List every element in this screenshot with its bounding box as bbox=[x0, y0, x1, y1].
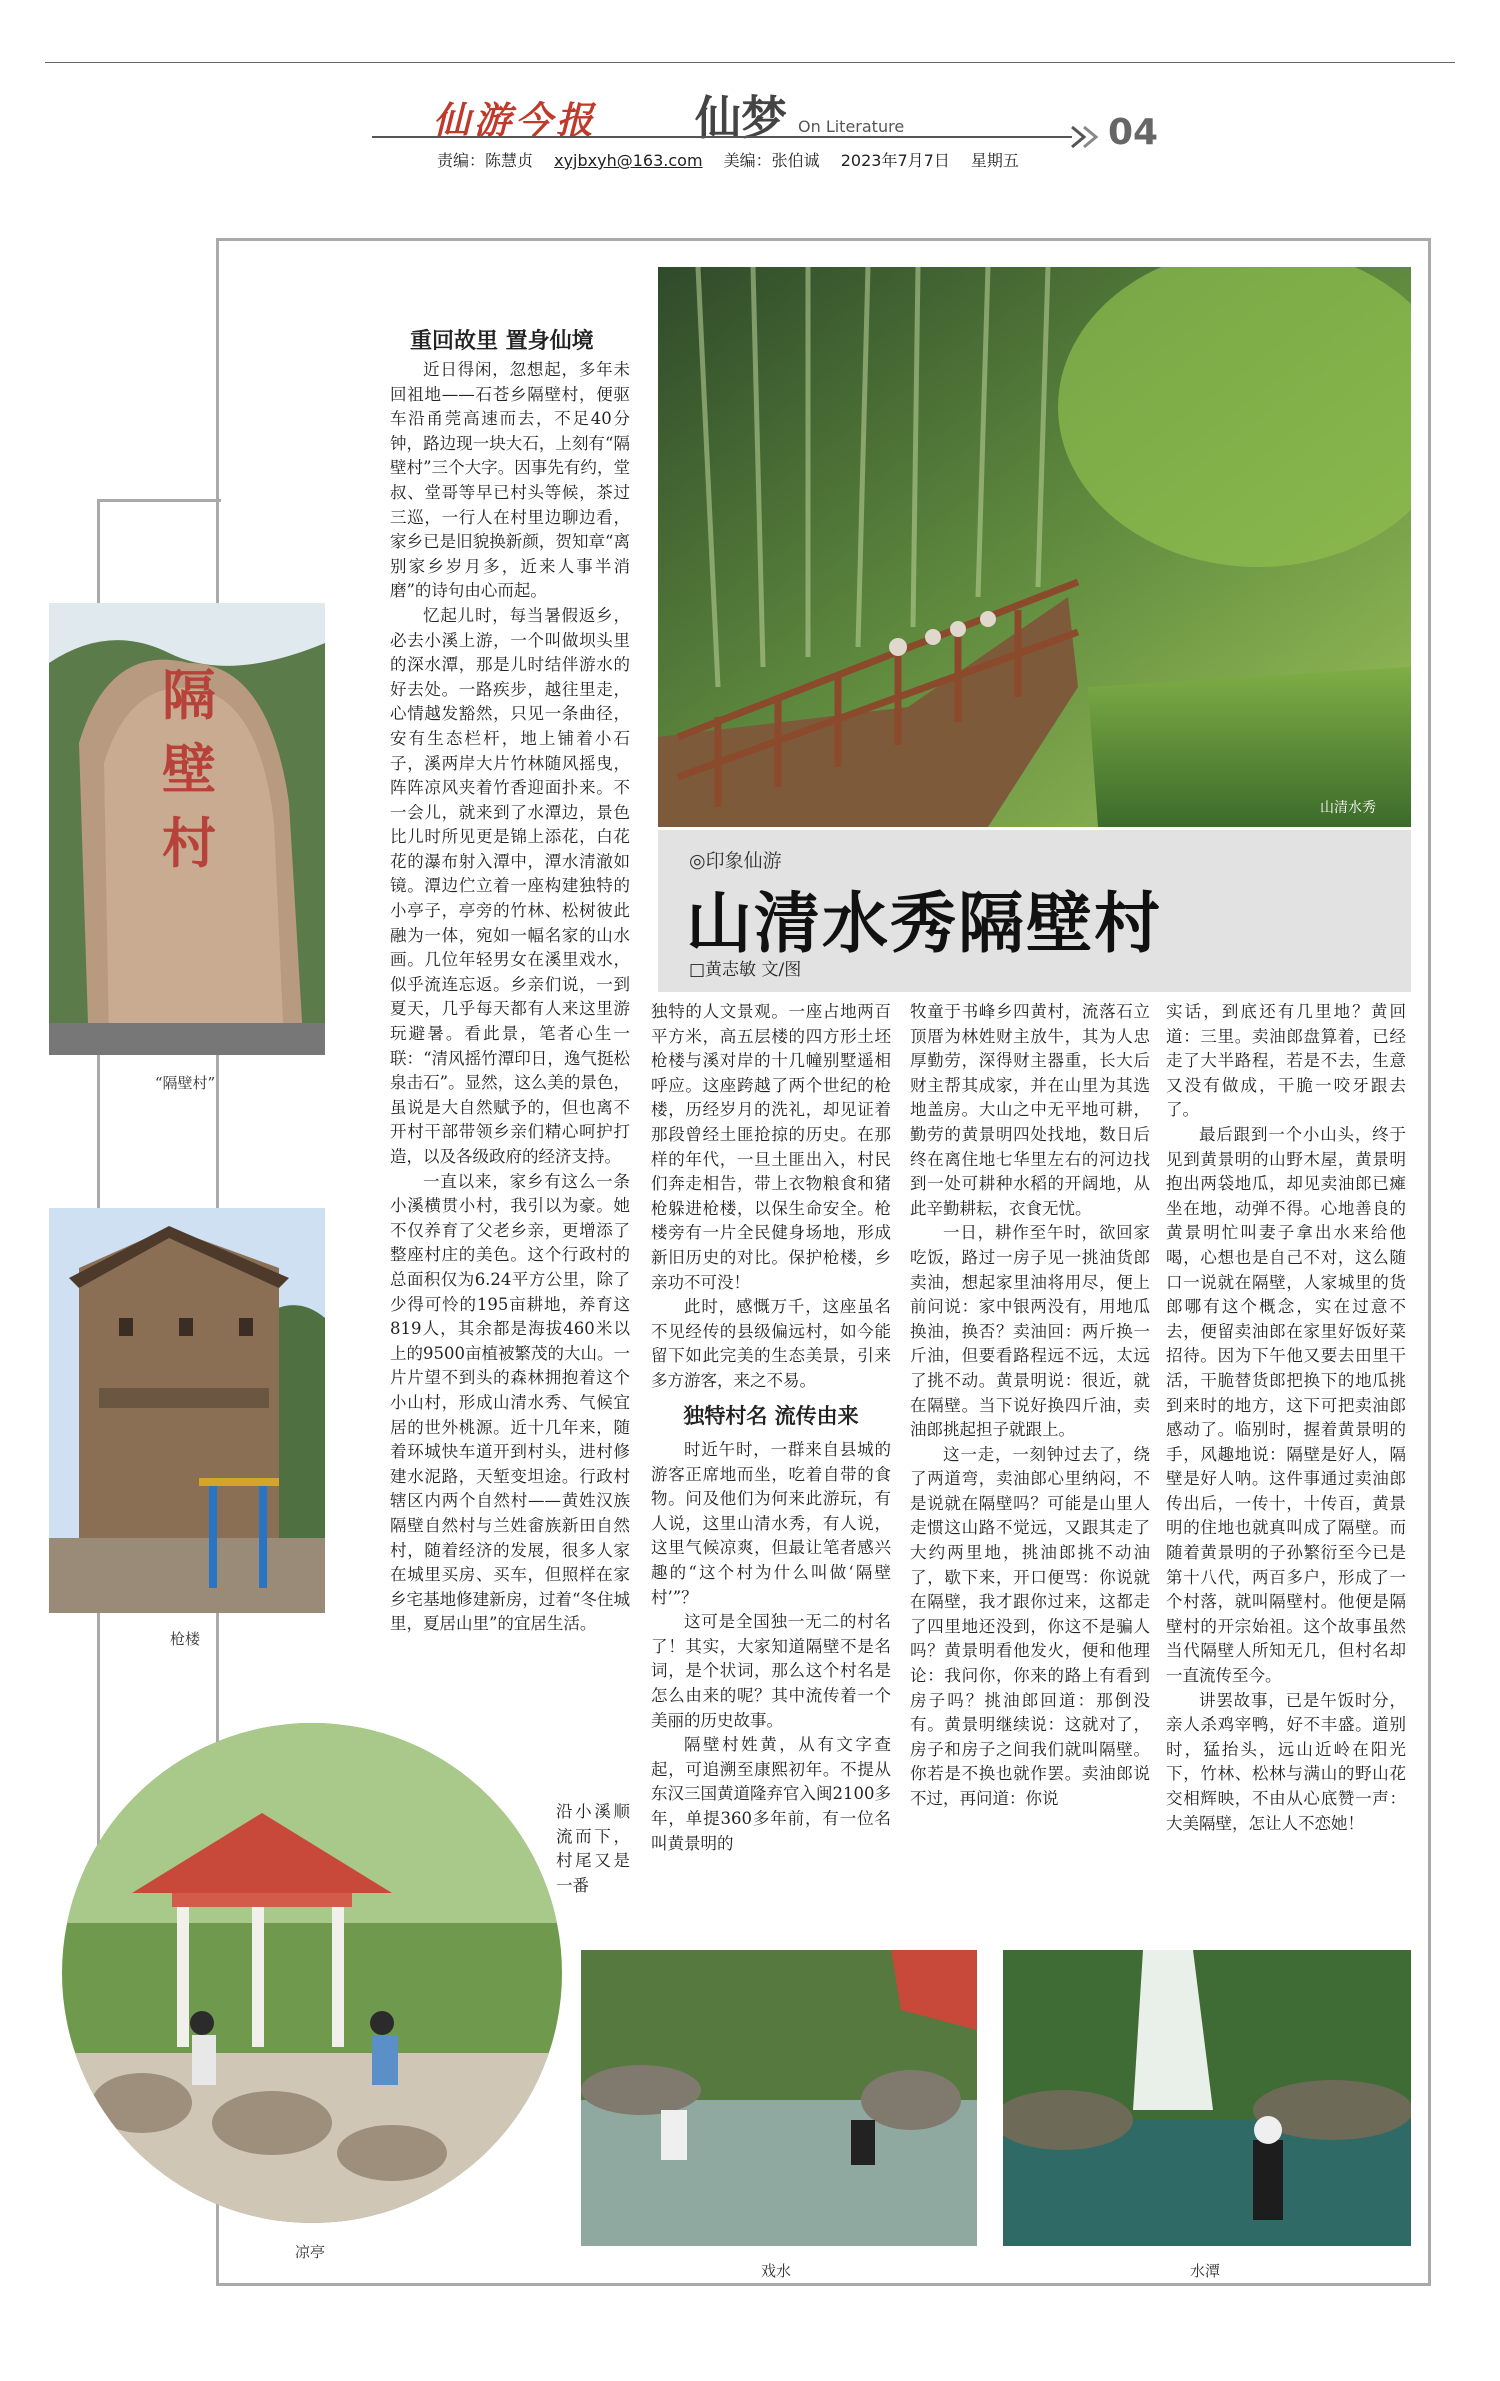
pool-caption: 水潭 bbox=[1189, 2262, 1220, 2280]
paragraph: 沿小溪顺流而下，村尾又是一番 bbox=[556, 1802, 630, 1895]
paragraph: 此时，感慨万千，这座虽名不见经传的县级偏远村，如今能留下如此完美的生态美景，引来多方游客，来之不易。 bbox=[651, 1297, 891, 1390]
subheading-1: 重回故里 置身仙境 bbox=[410, 329, 594, 354]
paragraph: 最后跟到一个小山头，终于见到黄景明的山野木屋，黄景明抱出两袋地瓜，却见卖油郎已瘫坐在地，动弹不得。心地善良的黄景明忙叫妻子拿出水来给他喝，心想也是自己不对，这么随口一说就在隔壁，人家城里的货郎哪有这个概念，实在过意不去，便留卖油郎在家里好饭好菜招待。因为下午他又要去田里干活，干脆替货郎把换下的地瓜挑到来时的地方，这下可把卖油郎感动了。临别时，握着黄景明的手，风趣地说：隔壁是好人，隔壁是好人呐。这件事通过卖油郎传出后，一传十，十传百，黄景明的住地也就真叫成了隔壁。而随着黄景明的子孙繁衍至今已是第十八代，两百多户，形成了一个村落，就叫隔壁村。他便是隔壁村的开宗始祖。这个故事虽然当代隔壁人所知无几，但村名却一直流传至今。 bbox=[1166, 1124, 1406, 1686]
column-2 bbox=[651, 1000, 891, 1920]
paragraph: 近日得闲，忽想起，多年未回祖地——石苍乡隔壁村，便驱车沿甬莞高速而去，不足40分钟，路边现一块大石，上刻有“隔壁村”三个大字。因事先有约，堂叔、堂哥等早已村头等候，茶过三巡，一行人在村里边聊边看，家乡已是旧貌换新颜，贺知章“离别家乡岁月多，近来人事半消磨”的诗句由心而起。 bbox=[390, 360, 630, 601]
stone-caption: “隔壁村” bbox=[154, 1074, 216, 1092]
section-title: 仙梦 bbox=[695, 91, 787, 145]
header-arrow-line bbox=[372, 125, 1102, 149]
article-title: 山清水秀隔壁村 bbox=[686, 885, 1162, 962]
column-kicker: ◎印象仙游 bbox=[689, 850, 782, 872]
paragraph: 实话，到底还有几里地？黄回道：三里。卖油郎盘算着，已经走了大半路程，若是不去，生意又没有做成，干脆一咬牙跟去了。 bbox=[1166, 1002, 1406, 1120]
paragraph: 忆起儿时，每当暑假返乡，必去小溪上游，一个叫做坝头里的深水潭，那是儿时结伴游水的好去处。一路疾步，越往里走，心情越发豁然，只见一条曲径，安有生态栏杆，地上铺着小石子，溪两岸大片竹林随风摇曳，阵阵凉风夹着竹香迎面扑来。不一会儿，就来到了水潭边，景色比儿时所见更是锦上添花，白花花的瀑布射入潭中，潭水清澈如镜。潭边伫立着一座构建独特的小亭子，亭旁的竹林、松树彼此融为一体，宛如一幅名家的山水画。几位年轻男女在溪里戏水，似乎流连忘返。乡亲们说，一到夏天，几乎每天都有人来这里游玩避暑。看此景，笔者心生一联：“清风摇竹潭印日，逸气挺松泉击石”。显然，这么美的景色，虽说是大自然赋予的，但也离不开村干部带领乡亲们精心呵护打造，以及各级政府的经济支持。 bbox=[390, 605, 630, 1166]
article-byline: □黄志敏 文/图 bbox=[689, 960, 802, 980]
play-photo bbox=[581, 1950, 977, 2246]
tower-caption: 枪楼 bbox=[169, 1630, 200, 1648]
play-caption: 戏水 bbox=[760, 2262, 791, 2280]
column-1-tail bbox=[556, 1800, 630, 1920]
page-number: 04 bbox=[1108, 112, 1159, 153]
paragraph: 一日，耕作至午时，欲回家吃饭，路过一房子见一挑油货郎卖油，想起家里油将用尽，便上前问说：家中银两没有，用地瓜换油，换否？卖油回：两斤换一斤油，但要看路程远不远，太远了挑不动。黄景明说：很近，就在隔壁。当下说好换四斤油，卖油郎挑起担子就跟上。 bbox=[910, 1223, 1150, 1440]
editor-name: 责编：陈慧贞 bbox=[437, 151, 534, 170]
paragraph: 这一走，一刻钟过去了，绕了两道弯，卖油郎心里纳闷，不是说就在隔壁吗？可能是山里人走惯这山路不觉远，又跟其走了大约两里地，挑油郎挑不动油了，歇下来，开口便骂：你说就在隔壁，我才跟你过来，这都走了四里地还没到，你这不是骗人吗？黄景明看他发火，便和他理论：我问你，你来的路上有看到房子吗？挑油郎回道：那倒没有。黄景明继续说：这就对了，房子和房子之间我们就叫隔壁。你若是不换也就作罢。卖油郎说不过，再问道：你说 bbox=[910, 1444, 1150, 1808]
issue-weekday: 星期五 bbox=[970, 151, 1019, 170]
paragraph: 讲罢故事，已是午饭时分，亲人杀鸡宰鸭，好不丰盛。道别时，猛抬头，远山近岭在阳光下，竹林、松林与满山的野山花交相辉映，不由从心底赞一声：大美隔壁，怎让人不恋她！ bbox=[1166, 1690, 1406, 1833]
issue-date: 2023年7月7日 bbox=[840, 151, 950, 170]
top-rule bbox=[45, 62, 1455, 63]
column-1 bbox=[390, 358, 630, 1688]
masthead-logo: 仙游今报 bbox=[433, 98, 597, 142]
tower-photo bbox=[49, 1208, 325, 1613]
paragraph: 时近午时，一群来自县城的游客正席地而坐，吃着自带的食物。问及他们为何来此游玩，有人说，这里山清水秀，有人说，这里气候凉爽，但最让笔者感兴趣的“这个村为什么叫做‘隔壁村’”？ bbox=[651, 1440, 891, 1607]
main-photo-bamboo-bridge bbox=[658, 267, 1411, 827]
pool-photo bbox=[1003, 1950, 1411, 2246]
column-4 bbox=[1166, 1000, 1406, 1920]
pavilion-caption: 凉亭 bbox=[294, 2243, 325, 2261]
paragraph: 牧童于书峰乡四黄村，流落石立顶厝为林姓财主放牛，其为人忠厚勤劳，深得财主器重，长大后财主帮其成家，并在山里为其选地盖房。大山之中无平地可耕，勤劳的黄景明四处找地，数日后终在离住地七华里左右的河边找到一处可耕种水稻的开阔地，从此辛勤耕耘，衣食无忧。 bbox=[910, 1002, 1150, 1218]
paragraph: 这可是全国独一无二的村名了！其实，大家知道隔壁不是名词，是个状词，那么这个村名是怎么由来的呢？其中流传着一个美丽的历史故事。 bbox=[651, 1612, 891, 1730]
designer-name: 美编：张伯诚 bbox=[723, 151, 820, 170]
editor-info bbox=[437, 148, 1035, 171]
stone-carving-text: 隔壁村 bbox=[162, 663, 216, 875]
subheading-2: 独特村名 流传由来 bbox=[683, 1403, 859, 1428]
section-subtitle: On Literature bbox=[798, 117, 905, 136]
pavilion-photo bbox=[62, 1723, 562, 2223]
editor-email-link[interactable]: xyjbxyh@163.com bbox=[554, 151, 703, 170]
paragraph: 一直以来，家乡有这么一条小溪横贯小村，我引以为豪。她不仅养育了父老乡亲，更增添了整座村庄的美色。这个行政村的总面积仅为6.24平方公里，除了少得可怜的195亩耕地，养育这819人，其余都是海拔460米以上的9500亩植被繁茂的大山。一片片望不到头的森林拥抱着这个小山村，形成山清水秀、气候宜居的世外桃源。近十几年来，随着环城快车道开到村头，进村修建水泥路，天堑变坦途。行政村辖区内两个自然村——黄姓汉族隔壁自然村与兰姓畲族新田自然村，随着经济的发展，很多人家在城里买房、买车，但照样在家乡宅基地修建新房，过着“冬住城里，夏居山里”的宜居生活。 bbox=[390, 1171, 630, 1634]
main-photo-caption: 山清水秀 bbox=[1320, 800, 1376, 816]
paragraph: 独特的人文景观。一座占地两百平方米，高五层楼的四方形土坯枪楼与溪对岸的十几幢别墅遥相呼应。这座跨越了两个世纪的枪楼，历经岁月的洗礼，却见证着那段曾经土匪抢掠的历史。在那样的年代，一旦土匪出入，村民们奔走相告，带上衣物粮食和猪枪躲进枪楼，以保生命安全。枪楼旁有一片全民健身场地，形成新旧历史的对比。保护枪楼，乡亲功不可没！ bbox=[651, 1002, 891, 1292]
column-3 bbox=[910, 1000, 1150, 1920]
paragraph: 隔壁村姓黄，从有文字查起，可追溯至康熙初年。不提从东汉三国黄道隆弃官入闽2100多年，单提360多年前，有一位名叫黄景明的 bbox=[651, 1735, 891, 1853]
